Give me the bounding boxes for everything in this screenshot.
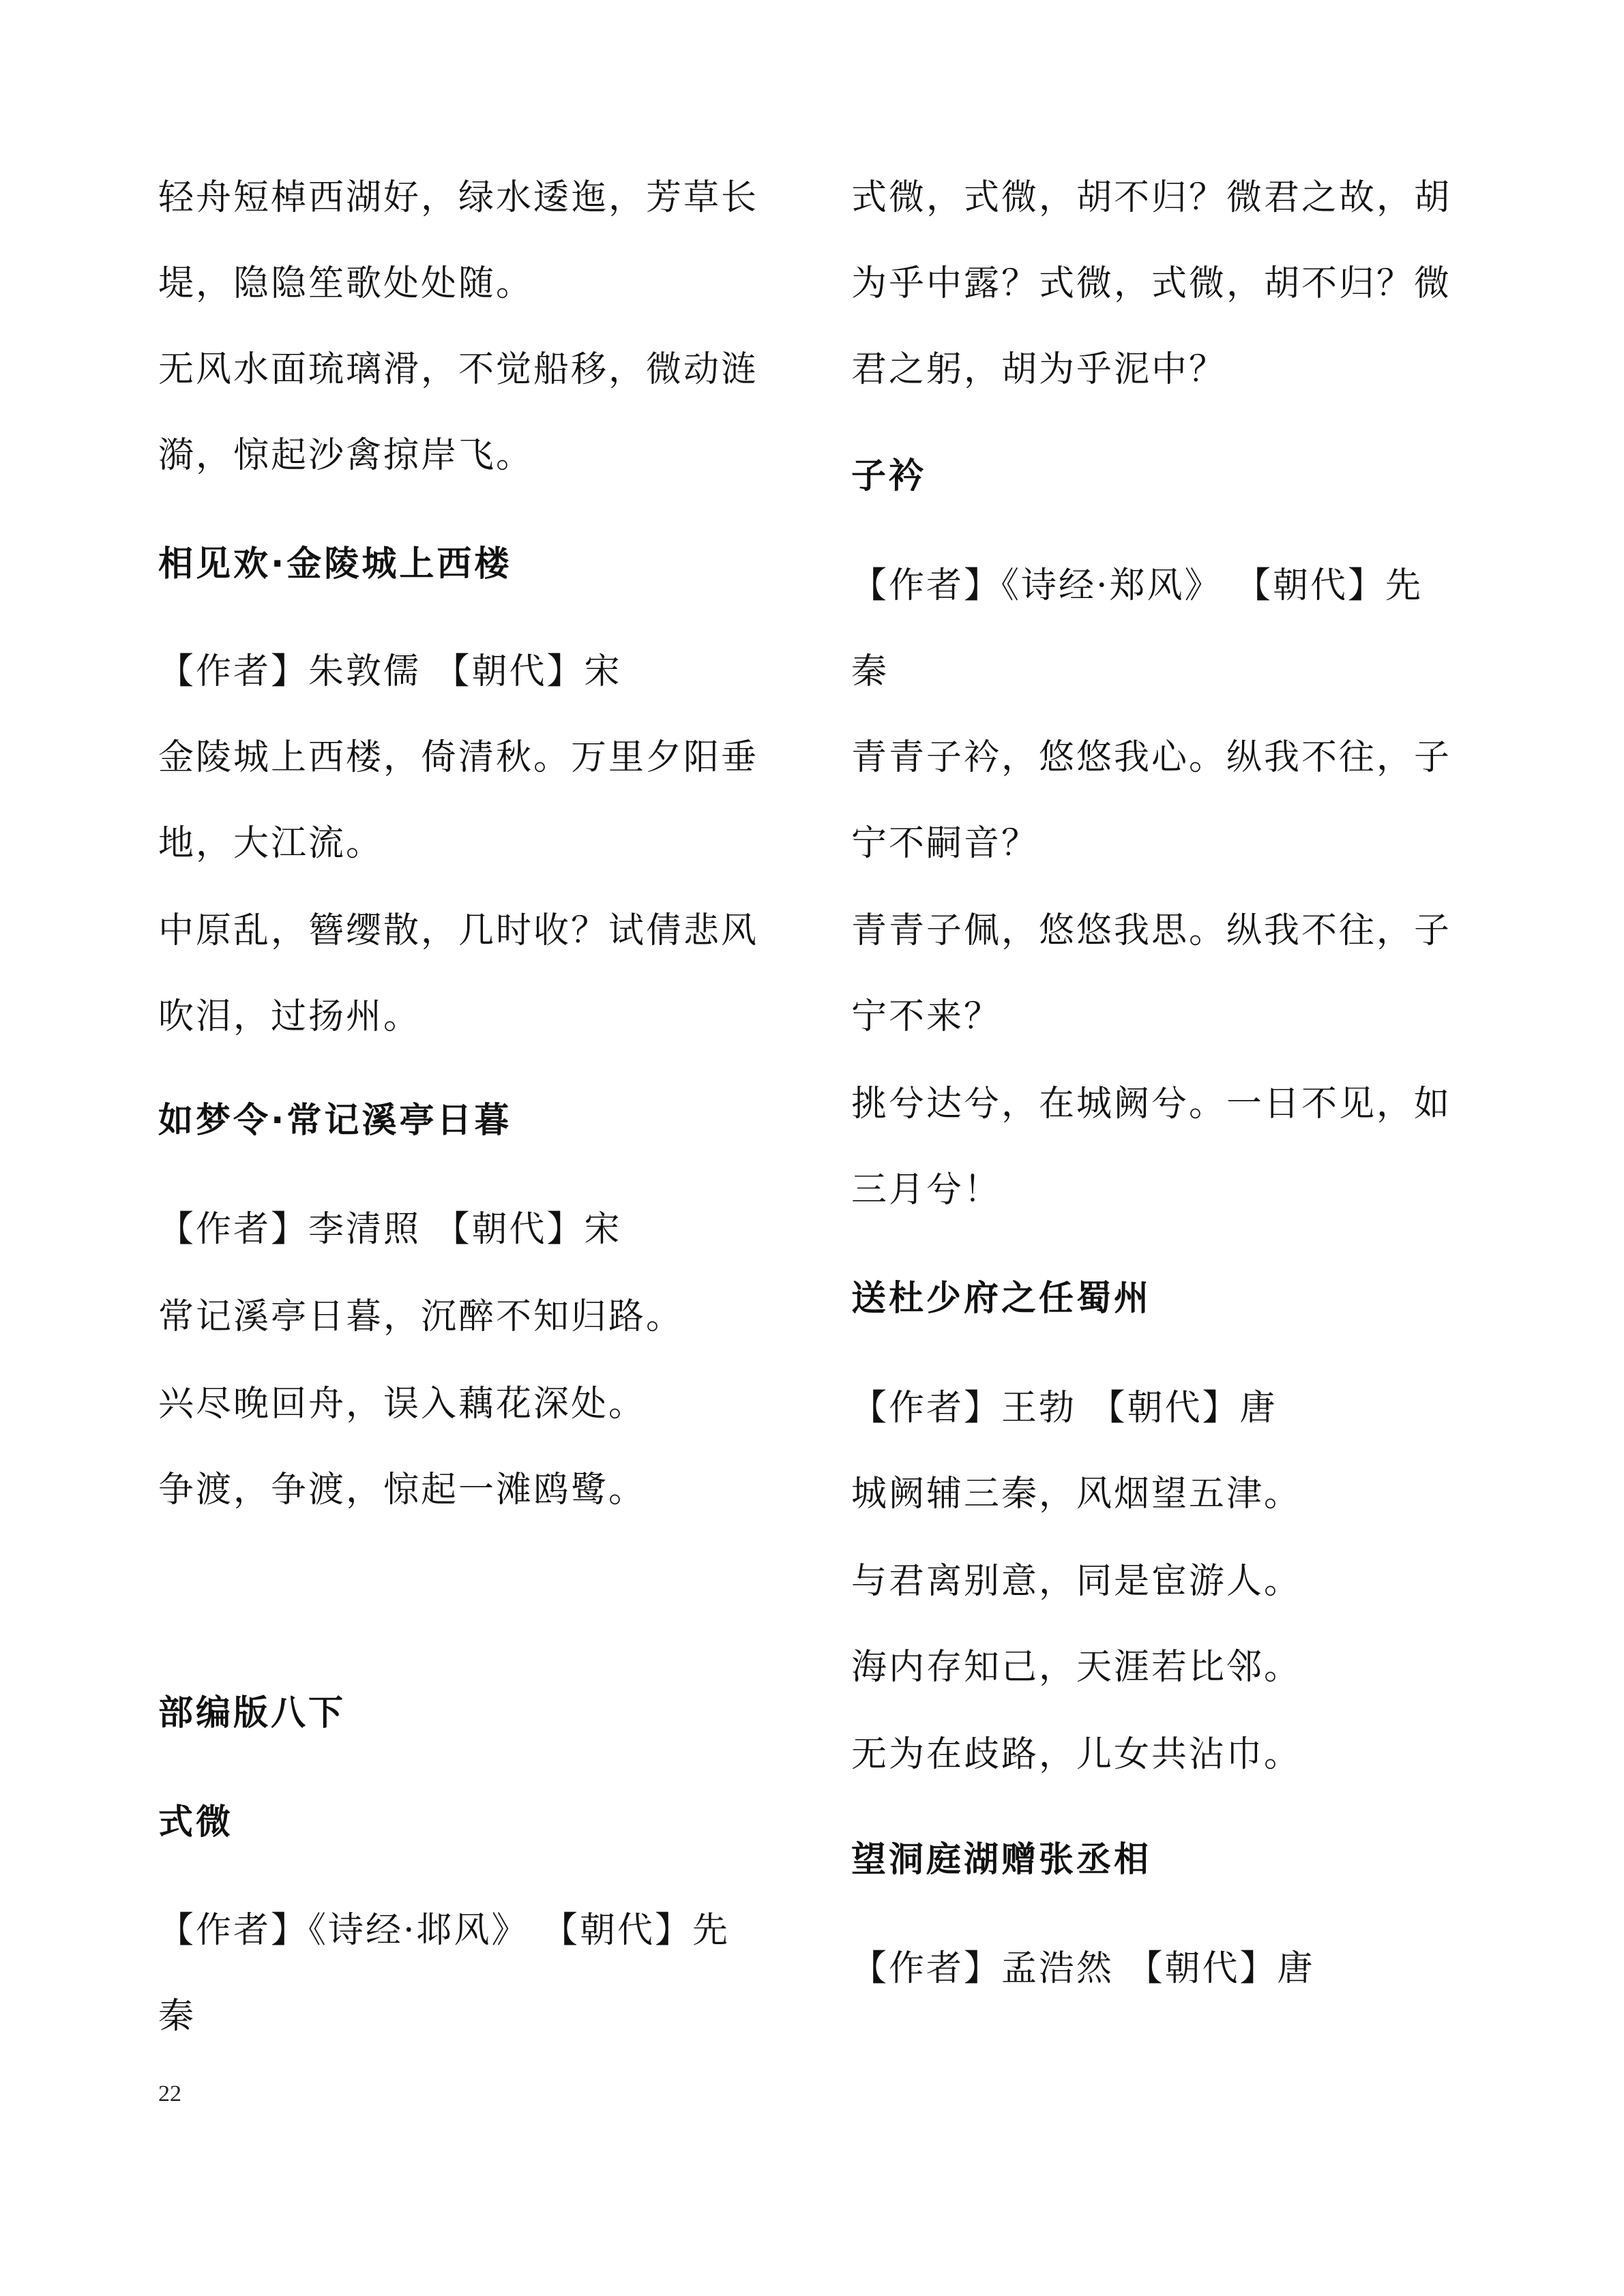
poem-line: 常记溪亭日暮，沉醉不知归路。 — [158, 1296, 684, 1337]
poem-line: 轻舟短棹西湖好，绿水逶迤，芳草长 — [158, 177, 759, 218]
poem-line: 争渡，争渡，惊起一滩鸥鹭。 — [158, 1470, 647, 1510]
poem-line: 宁不来？ — [851, 996, 1002, 1037]
poem-line: 君之躬，胡为乎泥中？ — [851, 349, 1227, 390]
poem-line: 金陵城上西楼，倚清秋。万里夕阳垂 — [158, 737, 759, 778]
author-dynasty-line: 【作者】朱敦儒 【朝代】宋 — [158, 651, 622, 692]
poem-title: 送杜少府之任蜀州 — [851, 1279, 1152, 1319]
poem-line: 无为在歧路，儿女共沾巾。 — [851, 1734, 1302, 1775]
page-number: 22 — [158, 2081, 181, 2106]
poem-line: 与君离别意，同是宦游人。 — [851, 1561, 1302, 1602]
poem-line: 秦 — [851, 651, 889, 692]
poem-line: 吹泪，过扬州。 — [158, 996, 422, 1037]
author-dynasty-line: 【作者】李清照 【朝代】宋 — [158, 1209, 622, 1250]
poem-line: 青青子衿，悠悠我心。纵我不往，子 — [851, 737, 1452, 778]
poem-title: 相见欢·金陵城上西楼 — [158, 544, 512, 584]
poem-line: 挑兮达兮，在城阙兮。一日不见，如 — [851, 1084, 1452, 1124]
poem-line: 宁不嗣音？ — [851, 823, 1039, 864]
section-heading: 部编版八下 — [158, 1693, 346, 1733]
poem-line: 为乎中露？式微，式微，胡不归？微 — [851, 263, 1452, 304]
poem-line: 青青子佩，悠悠我思。纵我不往，子 — [851, 910, 1452, 951]
poem-line: 漪，惊起沙禽掠岸飞。 — [158, 435, 534, 476]
author-dynasty-line: 【作者】《诗经·邶风》 【朝代】先 — [158, 1910, 730, 1951]
poem-line: 中原乱，簪缨散，几时收？试倩悲风 — [158, 910, 759, 951]
poem-line: 堤，隐隐笙歌处处随。 — [158, 263, 534, 304]
poem-line: 三月兮！ — [851, 1169, 1002, 1210]
poem-line: 海内存知己，天涯若比邻。 — [851, 1647, 1302, 1688]
author-dynasty-line: 【作者】王勃 【朝代】唐 — [851, 1388, 1278, 1429]
poem-title: 望洞庭湖赠张丞相 — [851, 1840, 1152, 1880]
poem-title: 子衿 — [851, 456, 927, 496]
poem-title: 如梦令·常记溪亭日暮 — [158, 1101, 512, 1141]
author-dynasty-line: 【作者】《诗经·郑风》 【朝代】先 — [851, 565, 1423, 606]
poem-line: 无风水面琉璃滑，不觉船移，微动涟 — [158, 349, 759, 390]
poem-line: 式微，式微，胡不归？微君之故，胡 — [851, 177, 1452, 218]
author-dynasty-line: 【作者】孟浩然 【朝代】唐 — [851, 1948, 1315, 1989]
poem-line: 地，大江流。 — [158, 823, 384, 864]
poem-line: 兴尽晚回舟，误入藕花深处。 — [158, 1384, 647, 1425]
poem-line: 秦 — [158, 1996, 196, 2037]
poem-title: 式微 — [158, 1802, 234, 1843]
poem-line: 城阙辅三秦，风烟望五津。 — [851, 1474, 1302, 1515]
